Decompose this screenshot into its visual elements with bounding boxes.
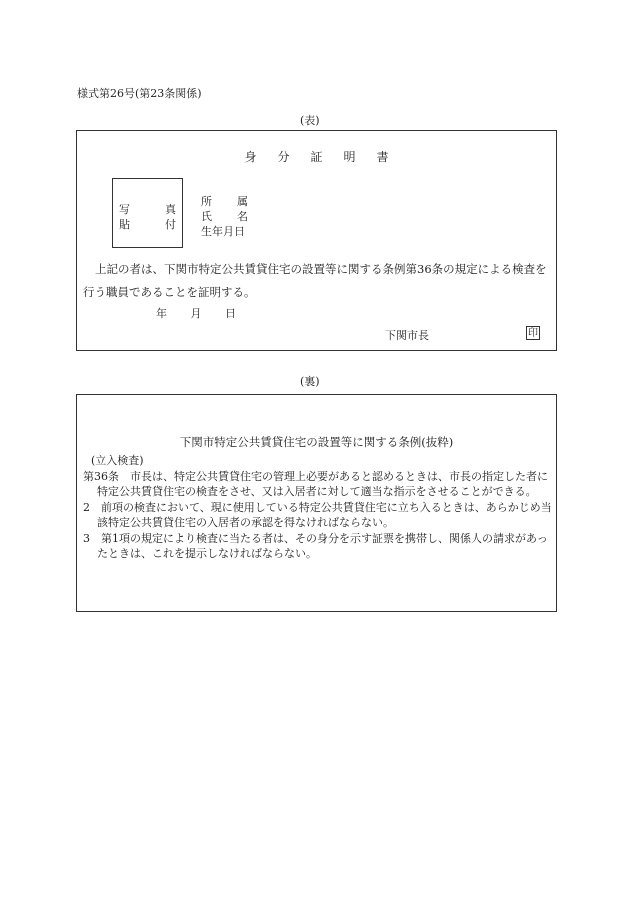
ordinance-title: 下関市特定公共賃貸住宅の設置等に関する条例(抜粋)	[179, 435, 454, 449]
field-affiliation-left: 所	[201, 195, 212, 208]
seal-stamp: 印	[528, 328, 538, 339]
back-side-label: (裏)	[300, 375, 320, 388]
photo-placeholder	[112, 178, 183, 248]
ordinance-excerpt	[83, 453, 553, 562]
photo-text-1: 写	[119, 203, 130, 216]
field-name-left: 氏	[201, 210, 212, 223]
photo-text-2: 真	[165, 203, 176, 216]
mayor-signature-label: 下関市長	[385, 329, 429, 342]
form-number-label: 様式第26号(第23条関係)	[77, 87, 202, 100]
photo-text-4: 付	[165, 218, 176, 231]
field-name	[201, 208, 248, 224]
front-side-label: (表)	[300, 114, 320, 127]
field-name-right: 名	[237, 210, 248, 223]
field-affiliation	[201, 193, 248, 209]
paragraph-2: 2 前項の検査において、現に使用している特定公共賃貸住宅に立ち入るときは、あらかじめ当該特定公共賃貸住宅の入居者の承認を得なければならない。	[83, 500, 552, 529]
field-birthdate: 生年月日	[201, 225, 245, 238]
certification-statement: 上記の者は、下関市特定公共賃貸住宅の設置等に関する条例第36条の規定による検査を行う職員であることを証明する。	[83, 262, 547, 299]
field-affiliation-right: 属	[237, 195, 248, 208]
article-36: 第36条 市長は、特定公共賃貸住宅の管理上必要があると認めるときは、市長の指定した者に特定公共賃貸住宅の検査をさせ、又は入居者に対して適当な指示をさせることができる。	[83, 469, 548, 498]
issue-date-line: 年 月 日	[156, 307, 236, 320]
photo-text-3: 貼	[119, 218, 130, 231]
id-card-front	[76, 130, 557, 351]
paragraph-3: 3 第1項の規定により検査に当たる者は、その身分を示す証票を携帯し、関係人の請求があったときは、これを提示しなければならない。	[83, 531, 548, 560]
certificate-title: 身分証明書	[244, 150, 410, 164]
id-card-back	[76, 394, 557, 612]
article-heading: (立入検査)	[91, 454, 144, 467]
